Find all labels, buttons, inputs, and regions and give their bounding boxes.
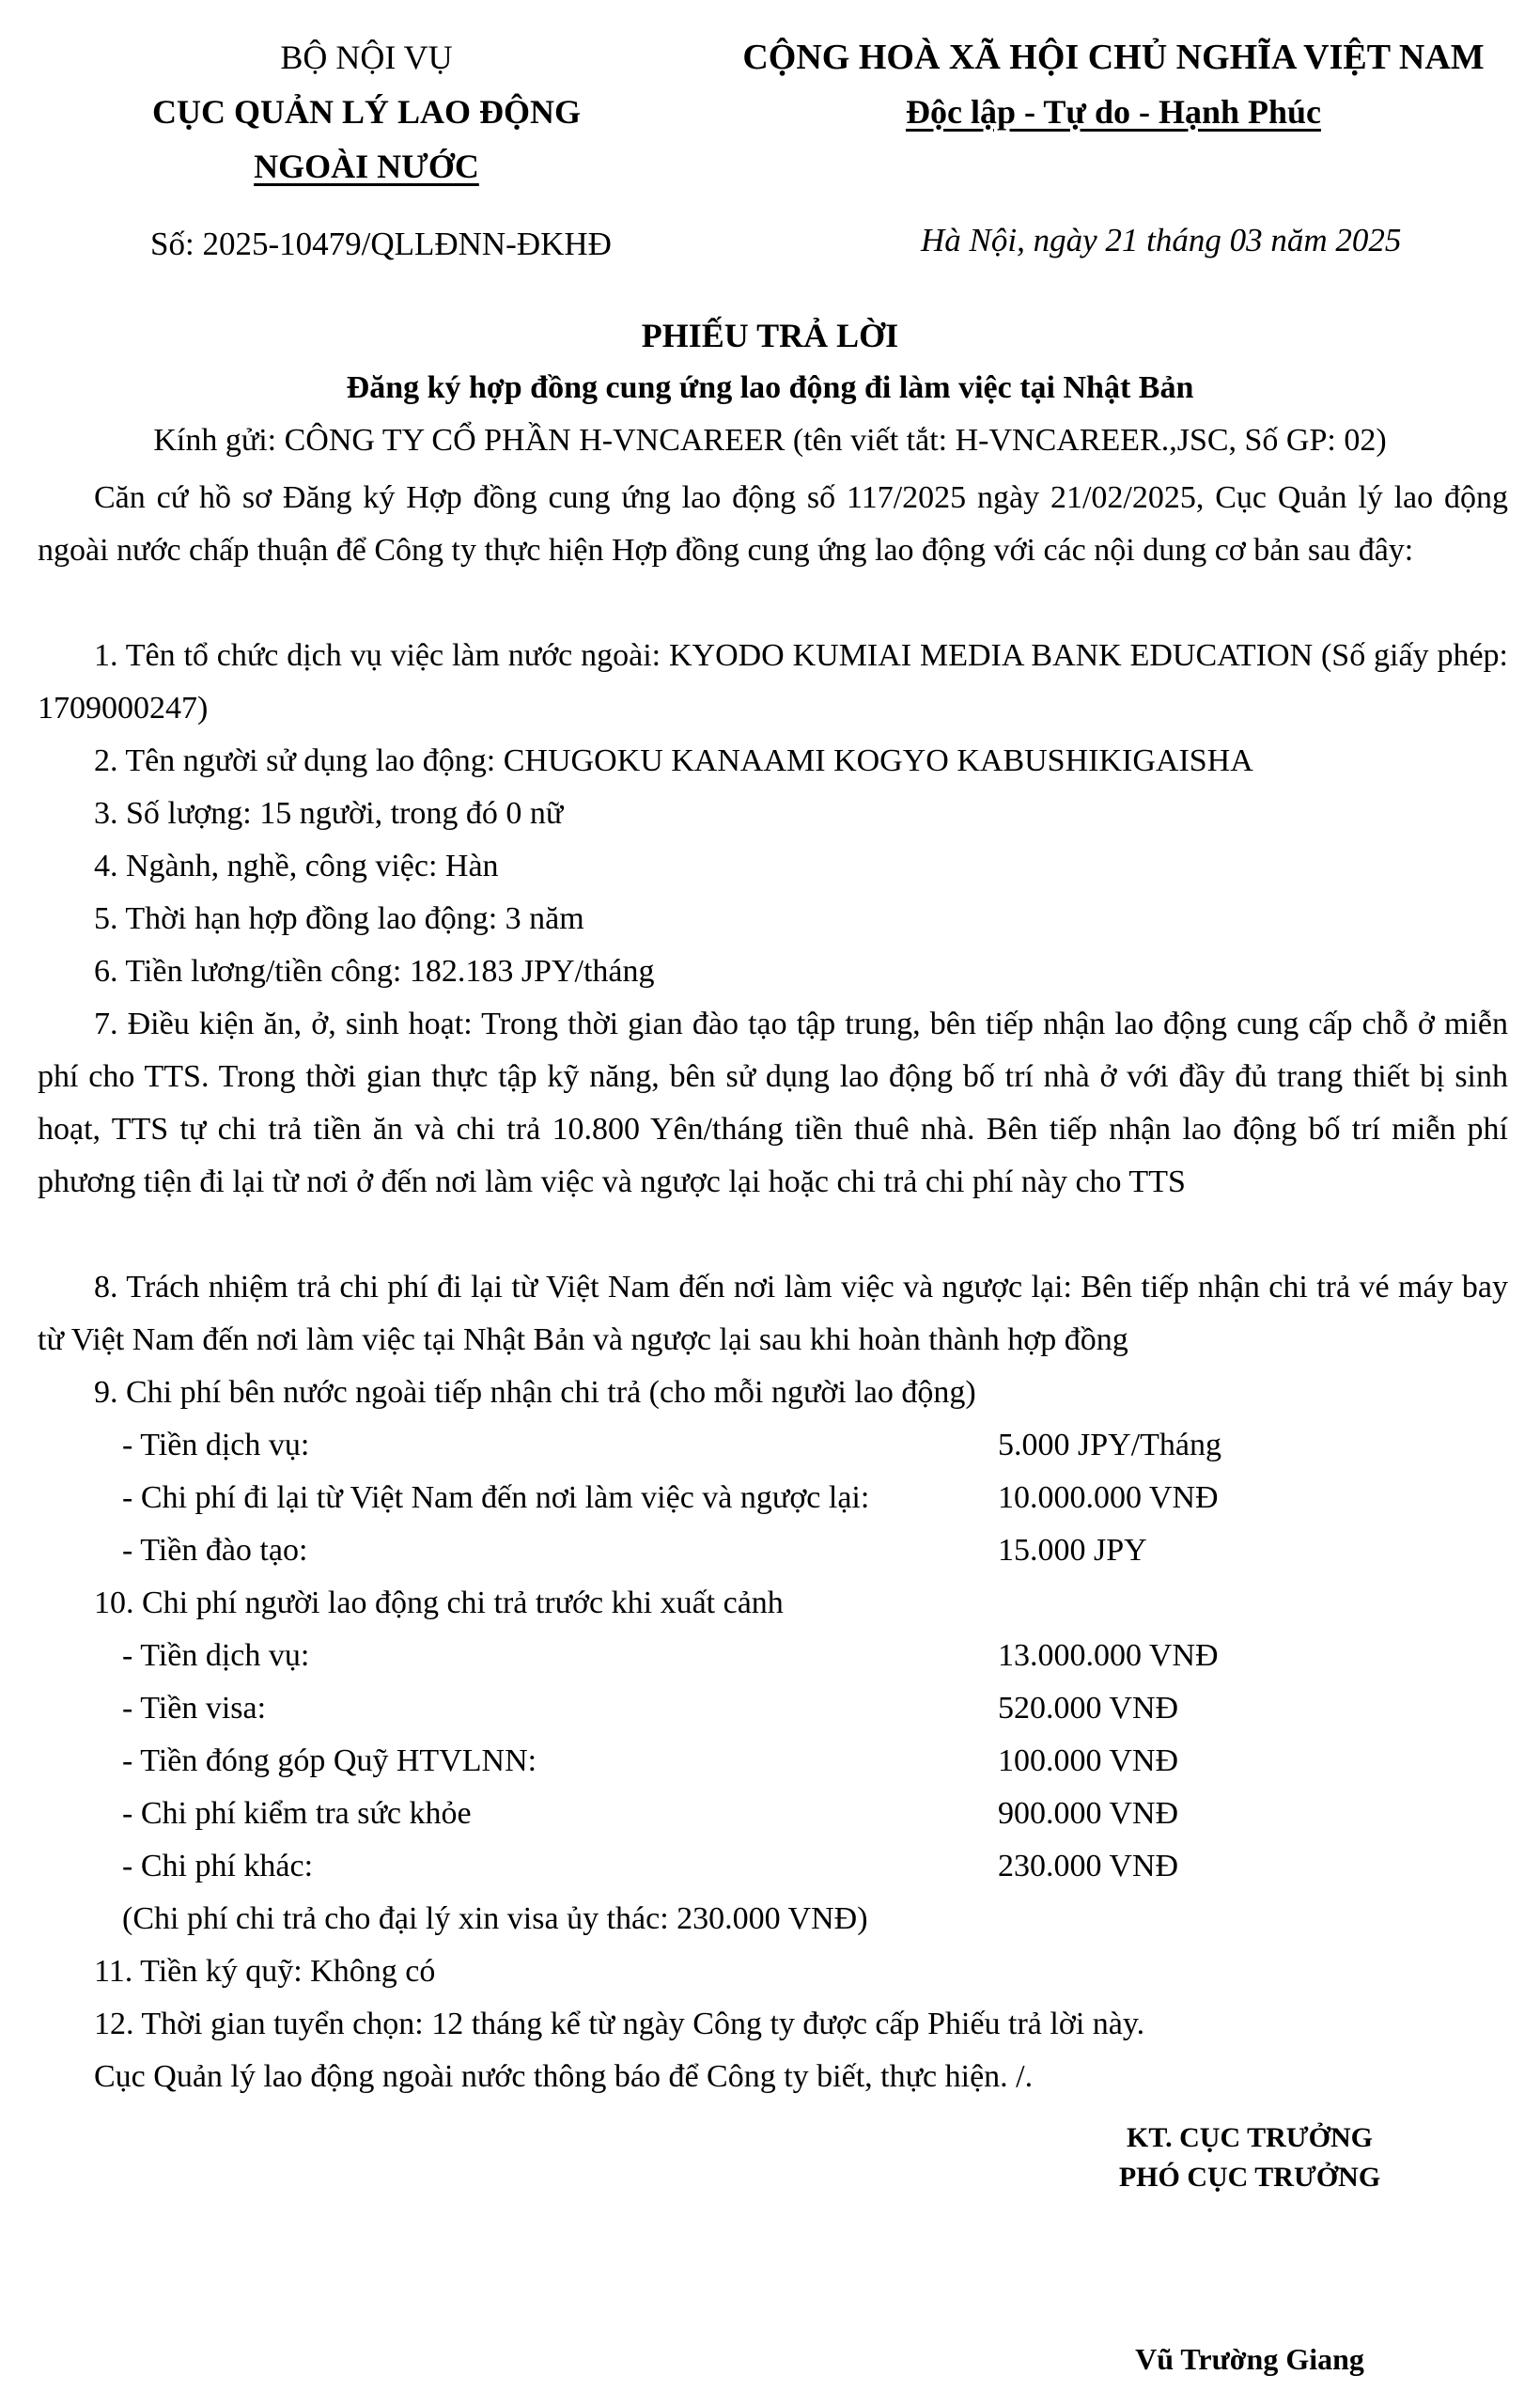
item-9-row-value: 10.000.000 VNĐ: [998, 1480, 1219, 1515]
ministry-name: BỘ NỘI VỤ: [280, 39, 453, 76]
item-5: 5. Thời hạn hợp đồng lao động: 3 năm: [94, 901, 584, 936]
item-10-note: (Chi phí chi trả cho đại lý xin visa ủy thác: 230.000 VNĐ): [122, 1901, 868, 1936]
national-motto-text: Độc lập - Tự do - Hạnh Phúc: [905, 93, 1322, 131]
item-10-row-label: - Chi phí kiểm tra sức khỏe: [122, 1796, 472, 1831]
item-10-row-value: 900.000 VNĐ: [998, 1796, 1179, 1831]
item-3: 3. Số lượng: 15 người, trong đó 0 nữ: [94, 796, 564, 831]
item-10-heading: 10. Chi phí người lao động chi trả trước khi xuất cảnh: [94, 1586, 784, 1620]
closing-statement: Cục Quản lý lao động ngoài nước thông báo để Công ty biết, thực hiện. /.: [94, 2059, 1034, 2094]
item-9-row-label: - Tiền đào tạo:: [122, 1533, 308, 1568]
item-9-row-label: - Tiền dịch vụ:: [122, 1428, 310, 1462]
signature-title-line2: PHÓ CỤC TRƯỞNG: [1118, 2162, 1381, 2193]
place-date: Hà Nội, ngày 21 tháng 03 năm 2025: [921, 222, 1402, 258]
item-11: 11. Tiền ký quỹ: Không có: [94, 1954, 436, 1989]
item-10-row-value: 230.000 VNĐ: [998, 1849, 1179, 1883]
signer-name: Vũ Trường Giang: [1135, 2342, 1364, 2376]
item-10-row-label: - Tiền đóng góp Quỹ HTVLNN:: [122, 1743, 537, 1778]
agency-name-line2-text: NGOÀI NƯỚC: [254, 148, 479, 185]
agency-name-line1: CỤC QUẢN LÝ LAO ĐỘNG: [151, 93, 581, 131]
item-4: 4. Ngành, nghề, công việc: Hàn: [94, 849, 499, 883]
intro-paragraph: Căn cứ hồ sơ Đăng ký Hợp đồng cung ứng lao động số 117/2025 ngày 21/02/2025, Cục Quản lý lao động ngoài nước chấp thuận để Công ty thực hiện Hợp đồng cung ứng lao động với các nội dung cơ bản sau đây:: [38, 480, 1508, 568]
item-10-row-value: 520.000 VNĐ: [998, 1691, 1179, 1726]
item-1: 1. Tên tổ chức dịch vụ việc làm nước ngoài: KYODO KUMIAI MEDIA BANK EDUCATION (Số giấy phép: 1709000247): [38, 638, 1508, 726]
item-10-row-value: 13.000.000 VNĐ: [998, 1638, 1219, 1673]
item-10-row-value: 100.000 VNĐ: [998, 1743, 1179, 1778]
agency-name-line2: [103, 139, 630, 194]
signature-title-line1: KT. CỤC TRƯỞNG: [1127, 2122, 1373, 2153]
item-10-row-label: - Tiền dịch vụ:: [122, 1638, 310, 1673]
item-9-heading: 9. Chi phí bên nước ngoài tiếp nhận chi trả (cho mỗi người lao động): [94, 1375, 976, 1410]
document-subtitle: Đăng ký hợp đồng cung ứng lao động đi làm việc tại Nhật Bản: [346, 370, 1194, 405]
item-6: 6. Tiền lương/tiền công: 182.183 JPY/tháng: [94, 954, 655, 989]
item-7: 7. Điều kiện ăn, ở, sinh hoạt: Trong thời gian đào tạo tập trung, bên tiếp nhận lao động cung cấp chỗ ở miễn phí cho TTS. Trong thời gian thực tập kỹ năng, bên sử dụng lao động bố trí nhà ở với đầy đủ trang thiết bị sinh hoạt, TTS tự chi trả tiền ăn và chi trả 10.800 Yên/tháng tiền thuê nhà. Bên tiếp nhận lao động bố trí miễn phí phương tiện đi lại từ nơi ở đến nơi làm việc và ngược lại hoặc chi trả chi phí này cho TTS: [38, 1007, 1508, 1199]
national-motto: [723, 85, 1503, 139]
item-10-row-label: - Tiền visa:: [122, 1691, 267, 1726]
document-title: PHIẾU TRẢ LỜI: [641, 317, 899, 354]
recipient-line: Kính gửi: CÔNG TY CỔ PHẦN H-VNCAREER (tên viết tắt: H-VNCAREER.,JSC, Số GP: 02): [153, 423, 1387, 458]
item-9-row-value: 5.000 JPY/Tháng: [998, 1428, 1221, 1462]
item-2: 2. Tên người sử dụng lao động: CHUGOKU KANAAMI KOGYO KABUSHIKIGAISHA: [94, 743, 1253, 778]
item-12: 12. Thời gian tuyển chọn: 12 tháng kể từ ngày Công ty được cấp Phiếu trả lời này.: [94, 2007, 1145, 2041]
national-header-block: [723, 30, 1503, 139]
country-name: CỘNG HOÀ XÃ HỘI CHỦ NGHĨA VIỆT NAM: [742, 38, 1485, 77]
item-9-row-value: 15.000 JPY: [998, 1533, 1147, 1568]
item-8: 8. Trách nhiệm trả chi phí đi lại từ Việt Nam đến nơi làm việc và ngược lại: Bên tiếp nhận chi trả vé máy bay từ Việt Nam đến nơi làm việc tại Nhật Bản và ngược lại sau khi hoàn thành hợp đồng: [38, 1270, 1508, 1357]
item-9-row-label: - Chi phí đi lại từ Việt Nam đến nơi làm việc và ngược lại:: [122, 1480, 870, 1515]
issuing-agency-block: [103, 30, 630, 194]
item-10-row-label: - Chi phí khác:: [122, 1849, 314, 1883]
document-number: Số: 2025-10479/QLLĐNN-ĐKHĐ: [150, 226, 612, 262]
